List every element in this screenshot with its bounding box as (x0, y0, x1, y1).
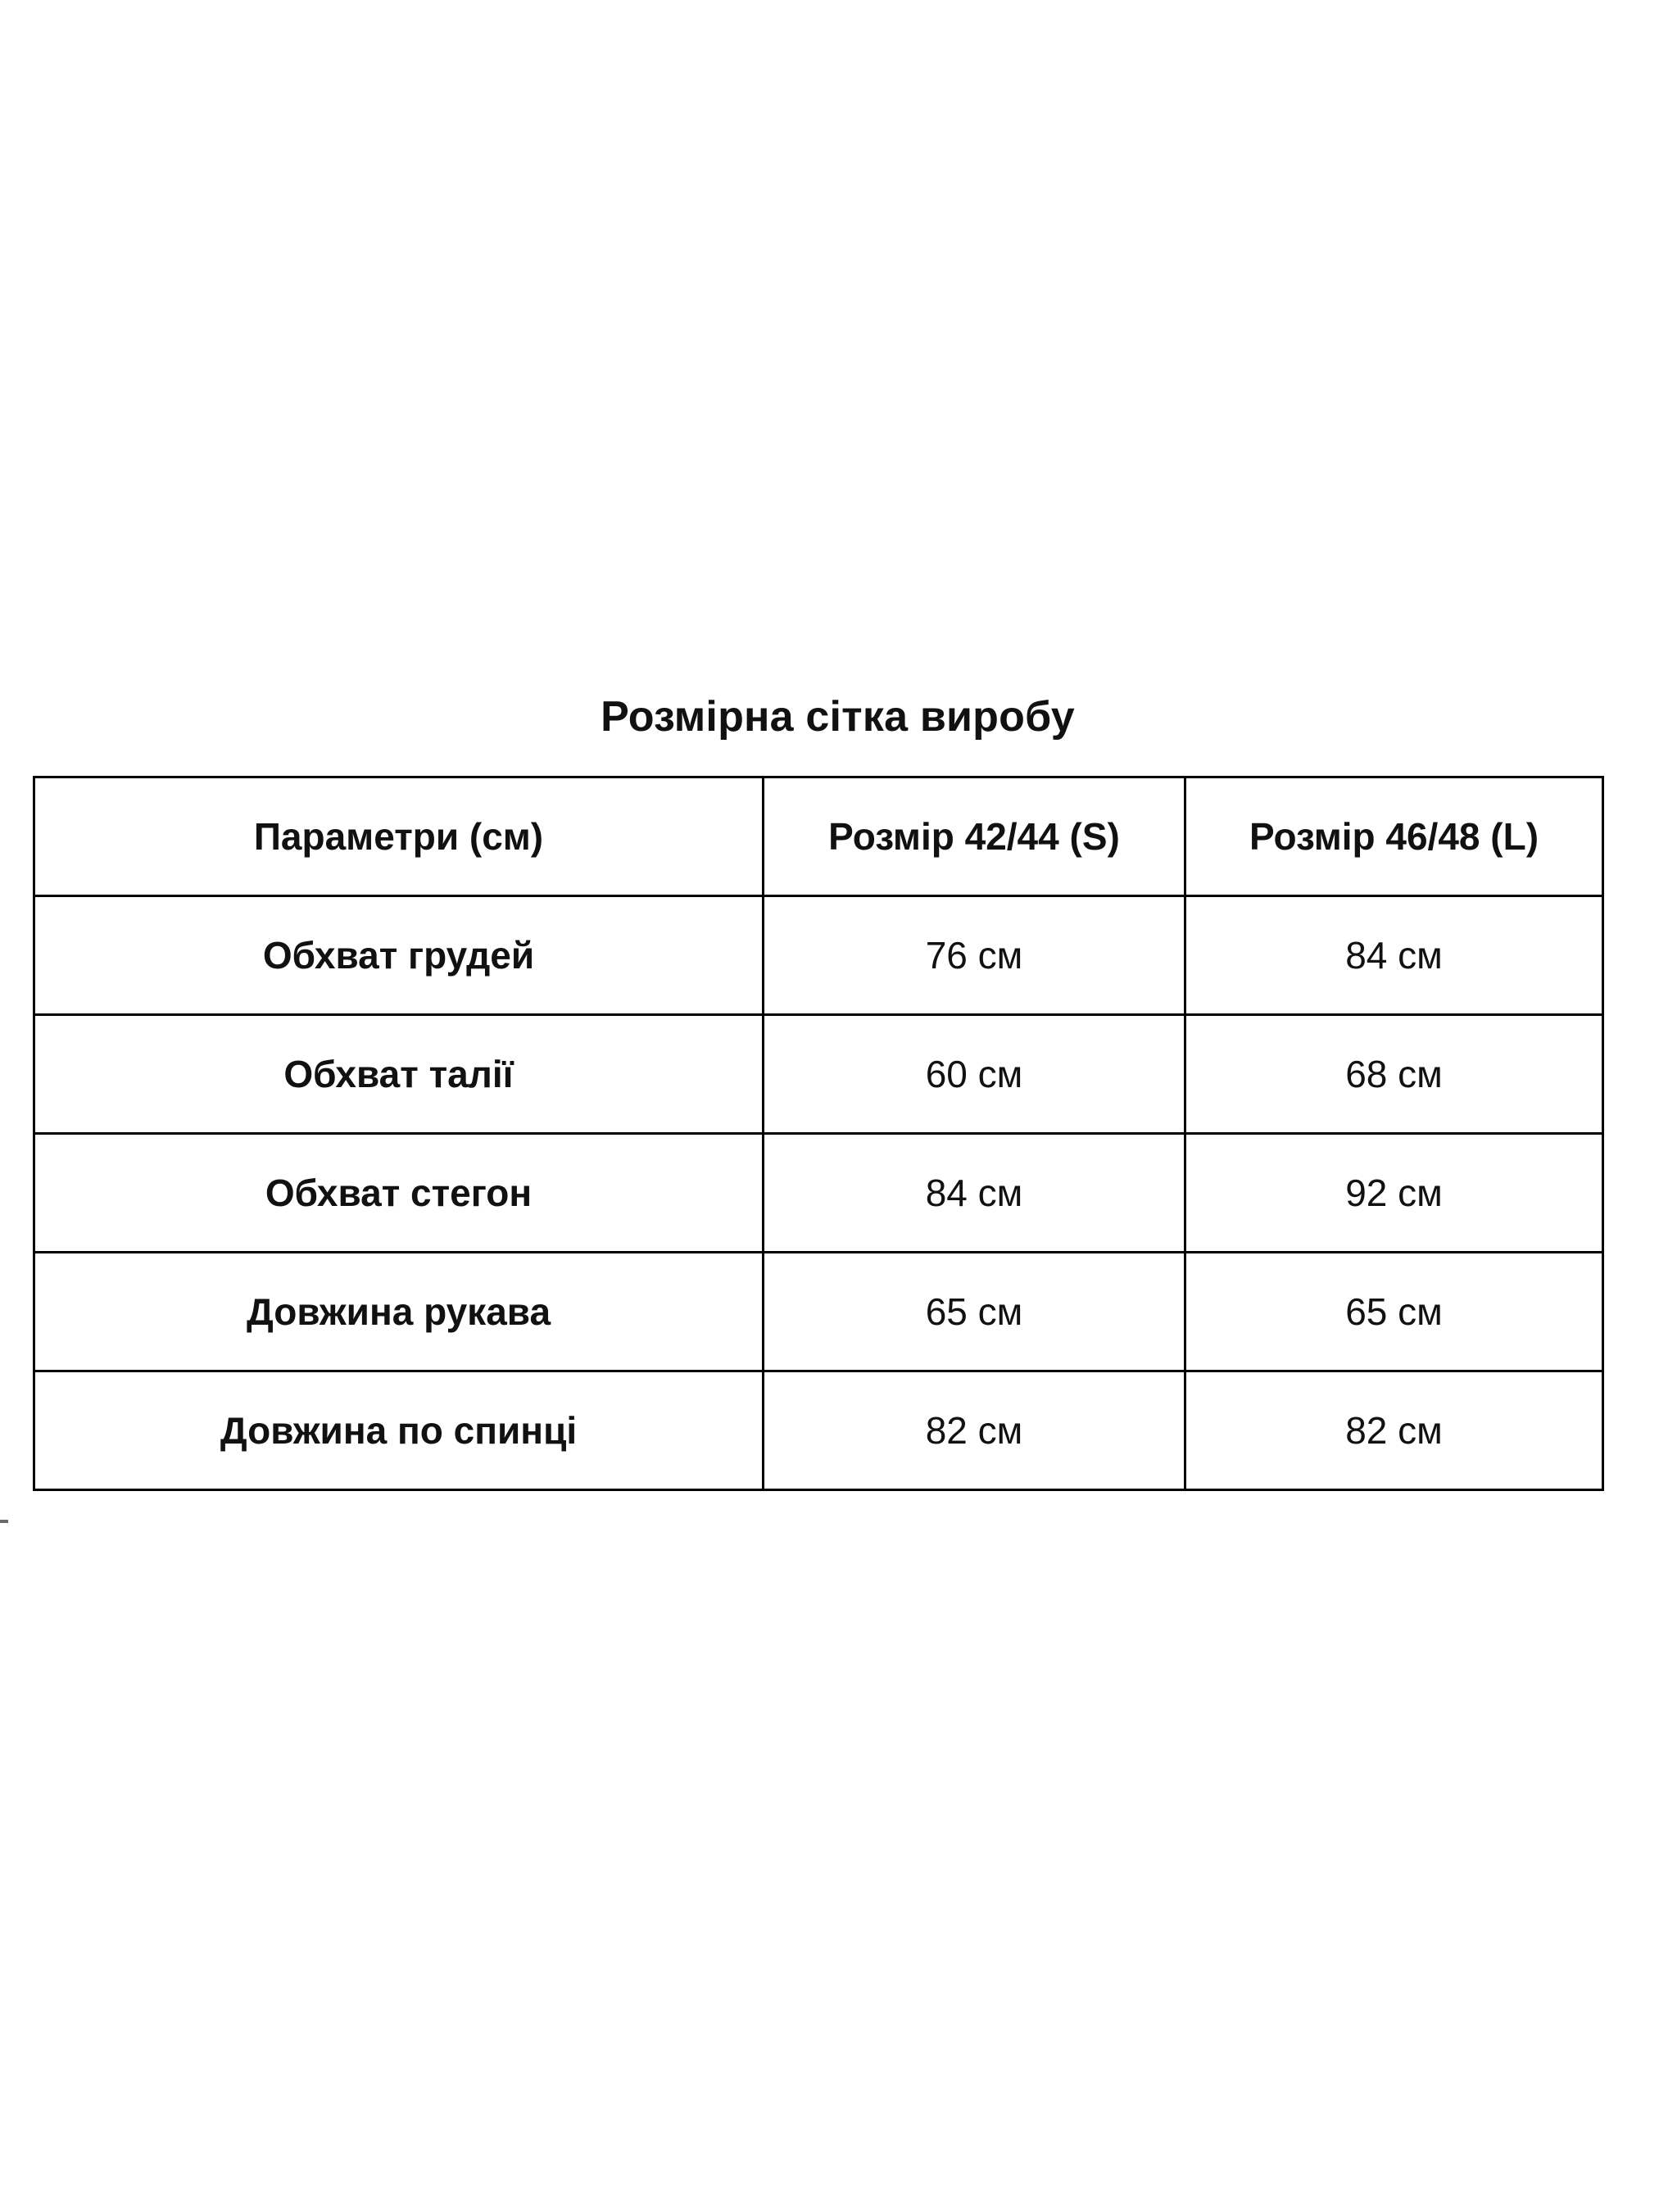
row-parameter-label: Довжина по спинці (34, 1371, 764, 1490)
column-header-parameters: Параметри (см) (34, 777, 764, 896)
table-row (34, 1015, 1603, 1134)
table-row (34, 896, 1603, 1015)
row-value-size-s: 65 см (764, 1253, 1185, 1371)
table-row (34, 1134, 1603, 1253)
size-table (33, 776, 1604, 1491)
row-parameter-label: Обхват талії (34, 1015, 764, 1134)
row-parameter-label: Обхват грудей (34, 896, 764, 1015)
edge-artifact (0, 1520, 8, 1523)
size-chart-block (33, 692, 1626, 1491)
row-value-size-s: 84 см (764, 1134, 1185, 1253)
table-header-row (34, 777, 1603, 896)
row-value-size-l: 68 см (1185, 1015, 1603, 1134)
page-title: Розмірна сітка виробу (601, 693, 1075, 741)
table-header (34, 777, 1603, 896)
column-header-size-s: Розмір 42/44 (S) (764, 777, 1185, 896)
table-row (34, 1371, 1603, 1490)
row-value-size-l: 65 см (1185, 1253, 1603, 1371)
table-row (34, 1253, 1603, 1371)
row-parameter-label: Довжина рукава (34, 1253, 764, 1371)
row-value-size-s: 76 см (764, 896, 1185, 1015)
row-parameter-label: Обхват стегон (34, 1134, 764, 1253)
row-value-size-l: 92 см (1185, 1134, 1603, 1253)
row-value-size-s: 82 см (764, 1371, 1185, 1490)
row-value-size-l: 84 см (1185, 896, 1603, 1015)
row-value-size-l: 82 см (1185, 1371, 1603, 1490)
table-body (34, 896, 1603, 1490)
column-header-size-l: Розмір 46/48 (L) (1185, 777, 1603, 896)
row-value-size-s: 60 см (764, 1015, 1185, 1134)
